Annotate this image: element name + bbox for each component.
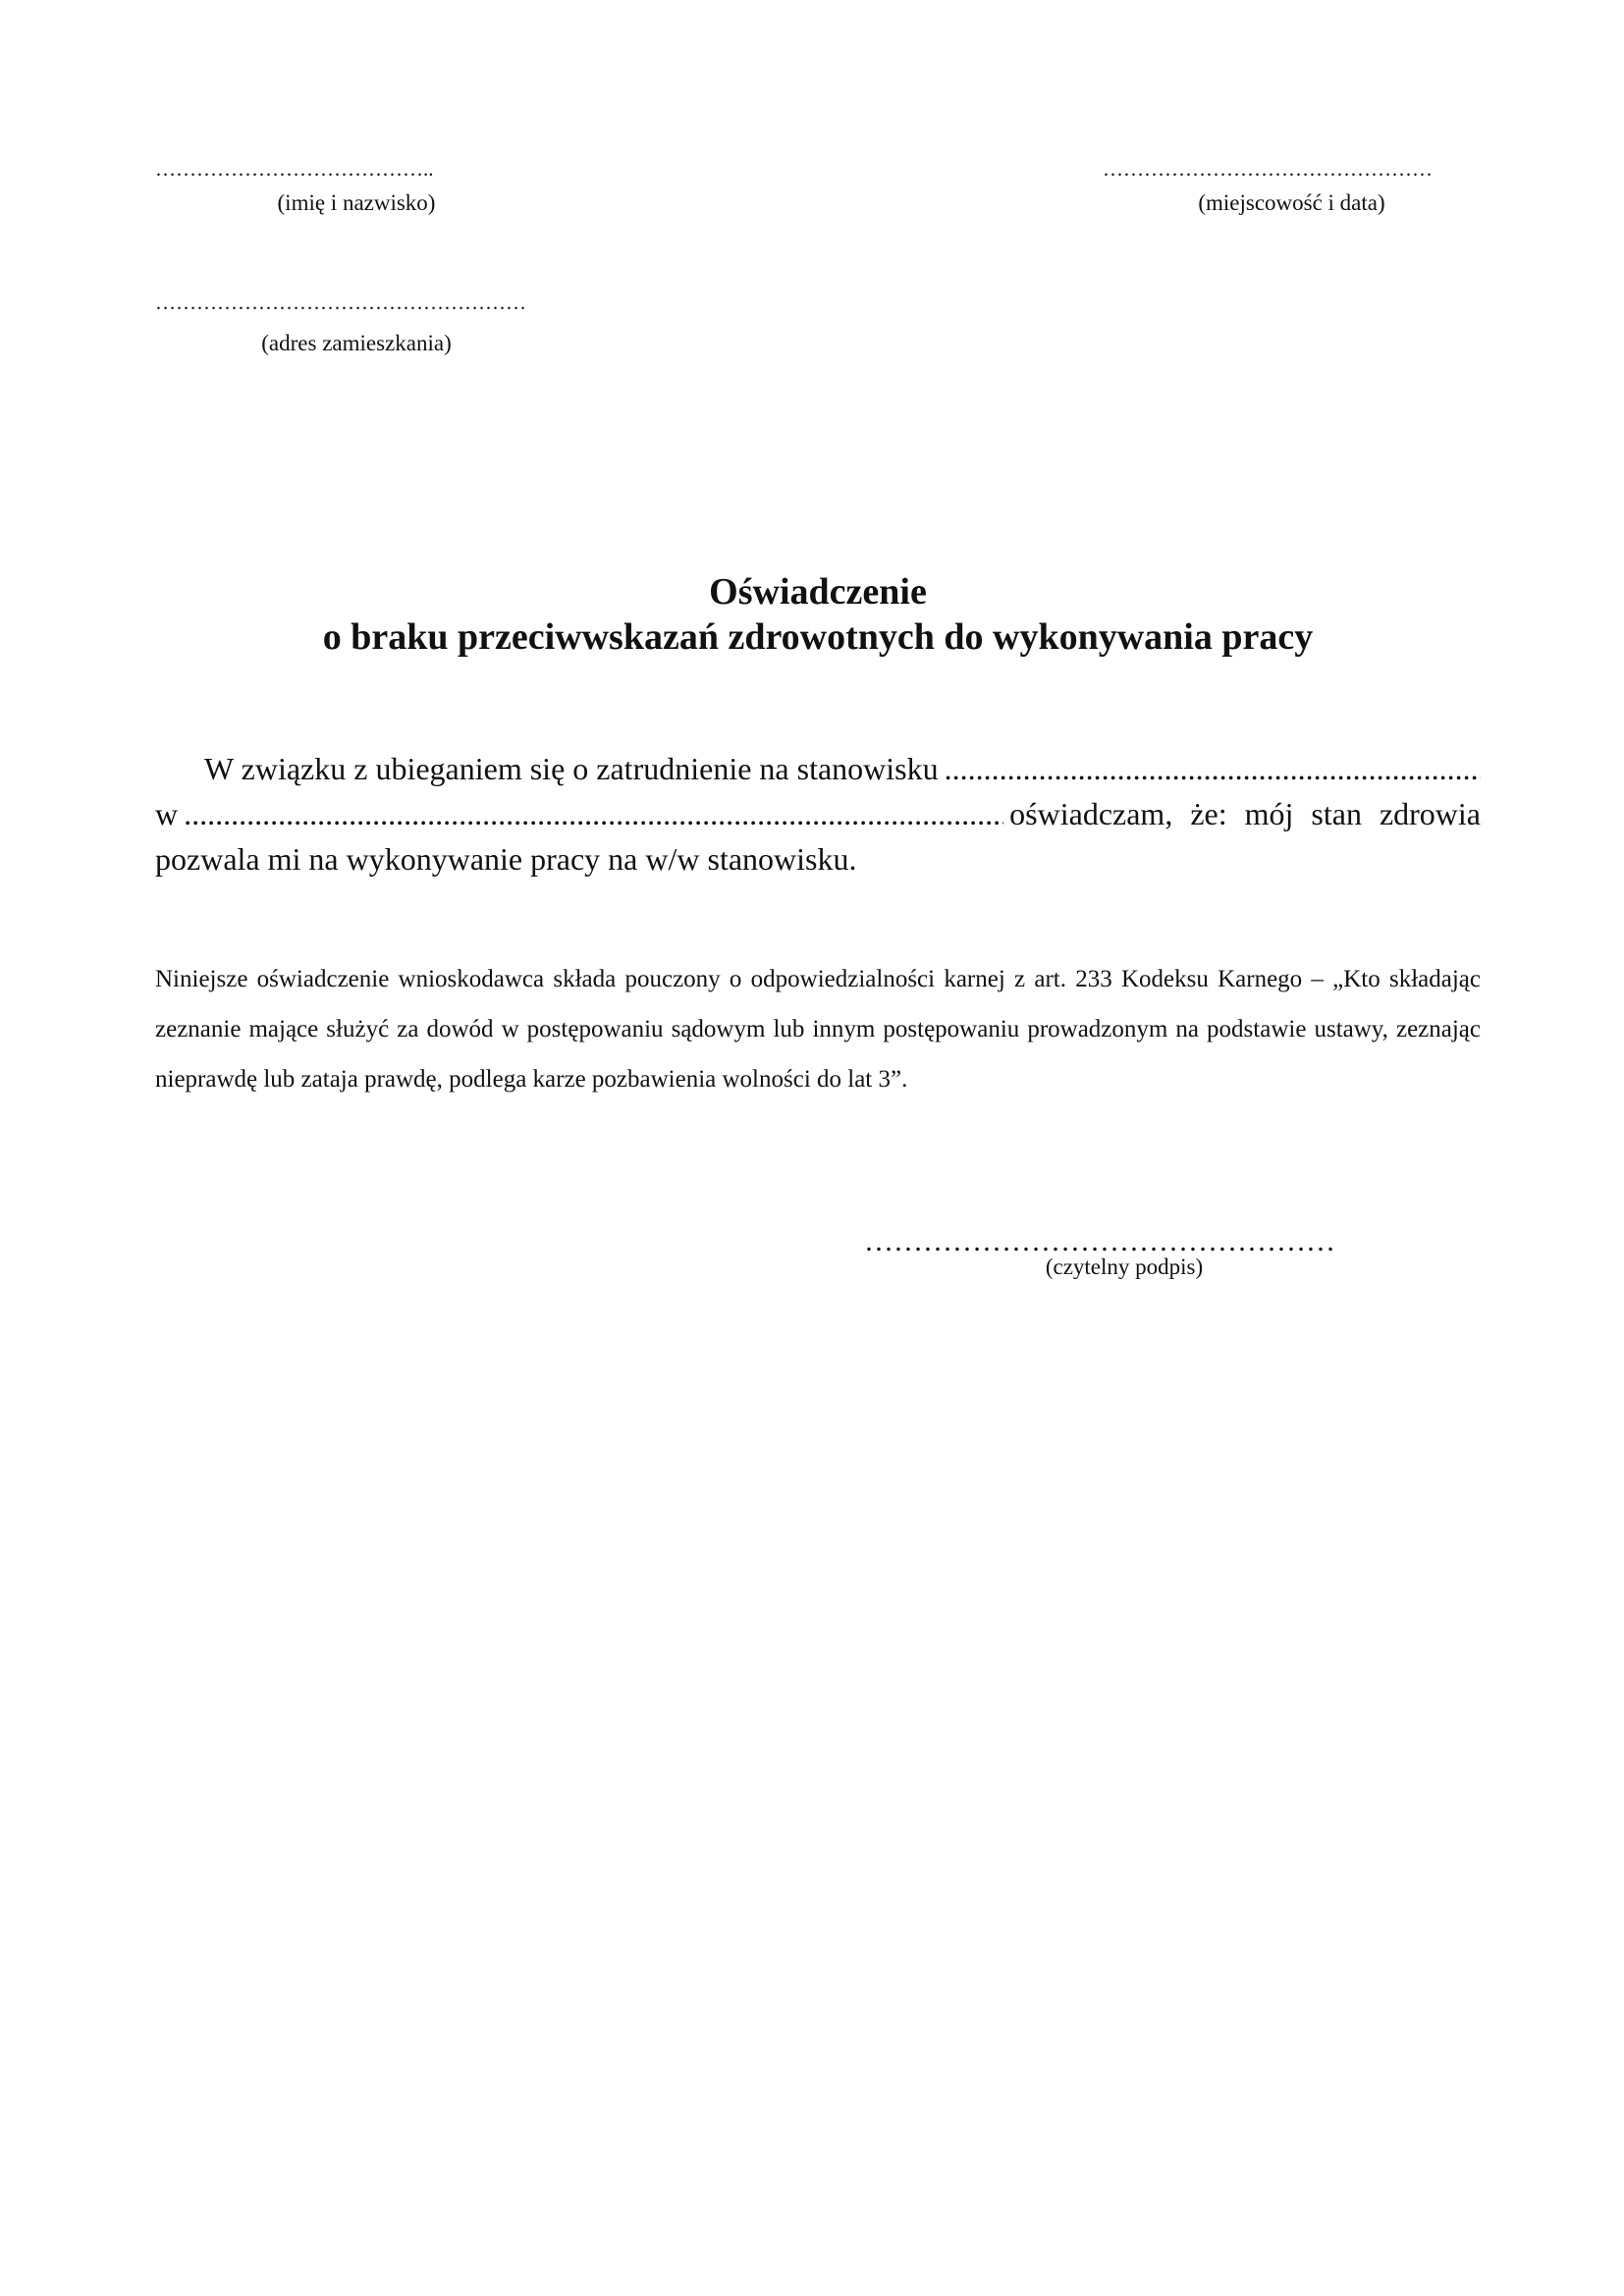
statement-line-1 <box>155 746 1481 791</box>
document-title <box>155 569 1481 660</box>
signature-caption: (czytelny podpis) <box>1045 1255 1204 1279</box>
statement-line-3: pozwala mi na wykonywanie pracy na w/w stanowisku. <box>155 841 857 877</box>
title-line-1: Oświadczenie <box>709 571 927 613</box>
signature-field-dots[interactable]: ………………………………………… <box>864 1225 1335 1257</box>
address-field-dots[interactable]: ……………………………………………… <box>155 291 526 314</box>
name-field-dots[interactable]: ………………………………….. <box>155 157 434 181</box>
statement-paragraph <box>155 746 1481 881</box>
statement-line-2-start: w <box>155 796 179 831</box>
place-date-caption: (miejscowość i data) <box>1198 190 1385 215</box>
place-date-field-dots[interactable]: ………………………………………… <box>1103 157 1433 181</box>
statement-line-2 <box>155 791 1481 836</box>
name-caption: (imię i nazwisko) <box>277 190 436 215</box>
statement-line-1-text: W związku z ubieganiem się o zatrudnienie na stanowisku <box>204 751 939 786</box>
address-caption: (adres zamieszkania) <box>261 331 452 355</box>
title-line-2: o braku przeciwwskazań zdrowotnych do wykonywania pracy <box>322 616 1314 658</box>
legal-notice: Niniejsze oświadczenie wnioskodawca składa pouczony o odpowiedzialności karnej z art. 233 Kodeksu Karnego – „Kto składając zeznanie mające służyć za dowód w postępowaniu sądowym lub innym postępowaniu prowadzonym na podstawie ustawy, zeznając nieprawdę lub zataja prawdę, podlega karze pozbawienia wolności do lat 3”. <box>155 966 1481 1093</box>
statement-line-2-end: oświadczam, że: mój stan zdrowia <box>1009 796 1481 831</box>
employer-field-dots[interactable] <box>184 791 1003 836</box>
position-field-dots[interactable] <box>945 746 1481 791</box>
